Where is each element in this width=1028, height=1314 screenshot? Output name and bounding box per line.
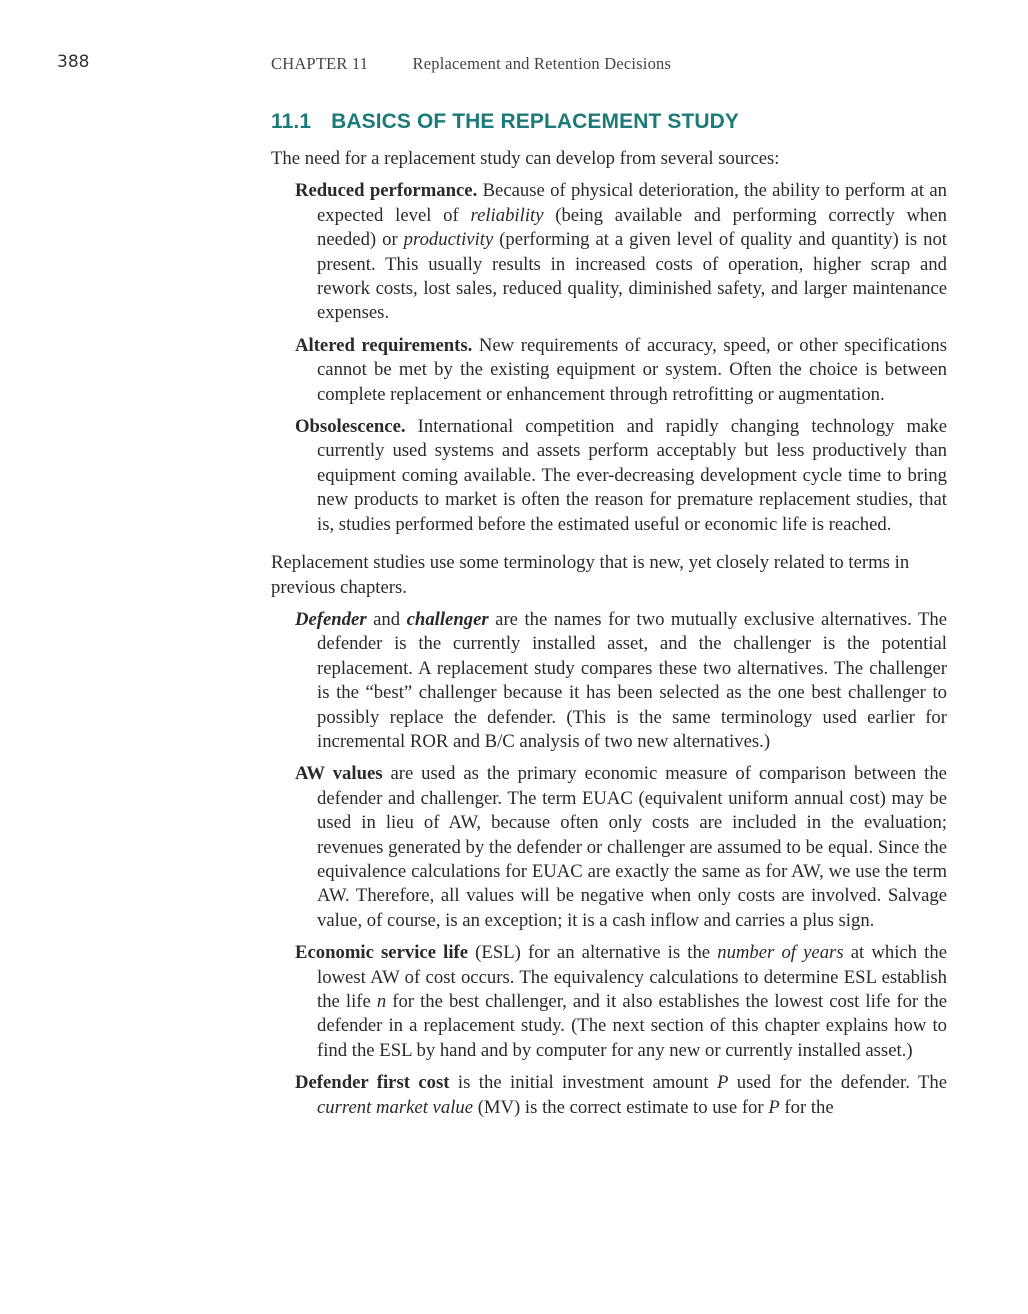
source-item-obsolescence: Obsolescence. International competition and rapidly changing technology make currently used systems and assets perform acceptably but less productively than equipment coming available. The ever-decreasing development cycle time to bring new products to market is often the reason for premature replacement studies, that is, studies performed before the estimated useful or economic life is reached. xyxy=(295,416,947,535)
source-item-altered-requirements: Altered requirements. New requirements of accuracy, speed, or other specifications cannot be met by the existing equipment or system. Often the choice is between complete replacement or enhancement through retrofitting or augmentation. xyxy=(295,334,947,405)
section-title: BASICS OF THE REPLACEMENT STUDY xyxy=(331,110,740,133)
intro-paragraph-sources: The need for a replacement study can develop from several sources: xyxy=(271,148,780,169)
source-list xyxy=(271,179,947,537)
running-head-chapter: CHAPTER 11 xyxy=(271,54,369,73)
term-defender-challenger: Defender and challenger are the names for two mutually exclusive alternatives. The defender is the currently installed asset, and the challenger is the potential replacement. A replacement study compares these two alternatives. The challenger is the “best” challenger because it has been selected as the one best challenger to possibly replace the defender. (This is the same terminology used earlier for incremental ROR and B/C analysis of two new alternatives.) xyxy=(295,608,947,752)
page-number: 388 xyxy=(57,52,90,72)
term-defender-first-cost: Defender first cost is the initial investment amount P used for the defender. The current market value (MV) is the correct estimate to use for P for the xyxy=(295,1072,948,1118)
source-term: Altered requirements. xyxy=(295,334,473,356)
intro-paragraph-terminology: Replacement studies use some terminology that is new, yet closely related to terms in previous chapters. xyxy=(271,552,910,598)
main-content xyxy=(271,147,947,1128)
source-term: Obsolescence. xyxy=(295,416,406,438)
term-economic-service-life: Economic service life (ESL) for an alternative is the number of years at which the lowest AW of cost occurs. The equivalency calculations to determine ESL establish the life n for the best challenger, and it also establishes the lowest cost life for the defender in a replacement study. (The next section of this chapter explains how to find the ESL by hand and by computer for any new or currently installed asset.) xyxy=(295,942,948,1061)
terminology-list xyxy=(271,608,947,1120)
running-head-title: Replacement and Retention Decisions xyxy=(412,54,672,73)
source-term: Reduced performance. xyxy=(295,180,478,202)
term-aw-values: AW values are used as the primary economic measure of comparison between the defender and challenger. The term EUAC (equivalent uniform annual cost) may be used in lieu of AW, because often only costs are included in the evaluation; revenues generated by the defender or challenger are assumed to be equal. Since the equivalence calculations for EUAC are exactly the same as for AW, we use the term AW. Therefore, all values will be negative when only costs are involved. Salvage value, of course, is an exception; it is a cash inflow and carries a plus sign. xyxy=(295,763,947,931)
section-heading xyxy=(271,110,739,134)
running-head xyxy=(271,54,671,74)
section-number: 11.1 xyxy=(271,110,312,133)
source-item-reduced-performance: Reduced performance. Because of physical deterioration, the ability to perform at an expected level of reliability (being available and performing correctly when needed) or productivity (performing at a given level of quality and quantity) is not present. This usually results in increased costs of operation, higher scrap and rework costs, lost sales, reduced quality, diminished safety, and larger maintenance expenses. xyxy=(295,180,947,324)
